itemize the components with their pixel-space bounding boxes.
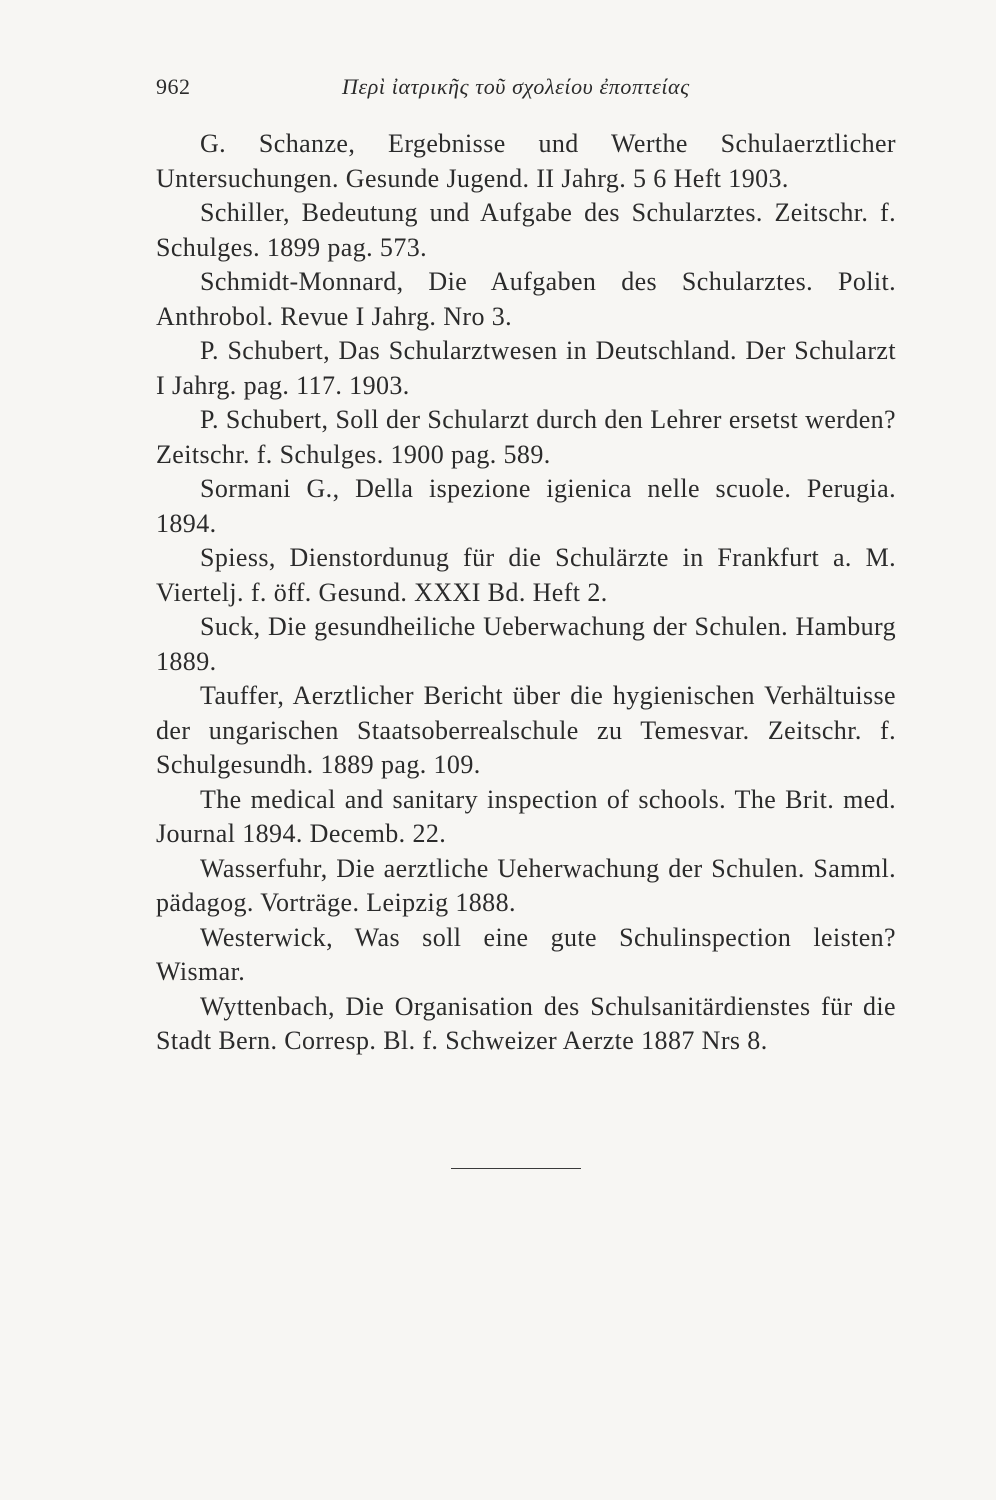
bibliography-entry: Westerwick, Was soll eine gute Schulinspection leisten? Wismar.: [156, 922, 896, 986]
end-rule-divider: [451, 1168, 581, 1169]
bibliography-entry: Schmidt-Monnard, Die Aufgaben des Schularztes. Polit. Anthrobol. Revue I Jahrg. Nro 3.: [156, 267, 896, 331]
bibliography-entry: P. Schubert, Das Schularztwesen in Deutschland. Der Schularzt I Jahrg. pag. 117. 1903.: [156, 336, 896, 400]
bibliography-entry: Sormani G., Della ispezione igienica nelle scuole. Perugia. 1894.: [156, 474, 896, 538]
bibliography-entry: Wyttenbach, Die Organisation des Schulsanitärdienstes für die Stadt Bern. Corresp. Bl. f. Schweizer Aerzte 1887 Nrs 8.: [156, 991, 896, 1055]
page-number: 962: [156, 74, 191, 99]
bibliography-entry: Schiller, Bedeutung und Aufgabe des Schularztes. Zeitschr. f. Schulges. 1899 pag. 573.: [156, 198, 896, 262]
bibliography-entry: G. Schanze, Ergebnisse und Werthe Schulaerztlicher Untersuchungen. Gesunde Jugend. II Jahrg. 5 6 Heft 1903.: [156, 129, 896, 193]
running-title: Περὶ ἰατρικῆς τοῦ σχολείου ἐποπτείας: [342, 74, 690, 99]
bibliography-entry: Wasserfuhr, Die aerztliche Ueherwachung der Schulen. Samml. pädagog. Vorträge. Leipzig 1888.: [156, 853, 896, 917]
bibliography-entry: P. Schubert, Soll der Schularzt durch den Lehrer ersetst werden? Zeitschr. f. Schulges. 1900 pag. 589.: [156, 405, 896, 469]
bibliography-entry: Spiess, Dienstordunug für die Schulärzte in Frankfurt a. M. Viertelj. f. öff. Gesund. XXXI Bd. Heft 2.: [156, 543, 896, 607]
bibliography-entry: Suck, Die gesundheiliche Ueberwachung der Schulen. Hamburg 1889.: [156, 612, 896, 676]
bibliography-entry: The medical and sanitary inspection of schools. The Brit. med. Journal 1894. Decemb. 22.: [156, 784, 896, 848]
page-header: [156, 74, 896, 110]
bibliography-entry: Tauffer, Aerztlicher Bericht über die hygienischen Verhältuisse der ungarischen Staatsoberrealschule zu Temesvar. Zeitschr. f. Schulgesundh. 1889 pag. 109.: [156, 681, 896, 779]
bibliography-list: [156, 127, 896, 1059]
